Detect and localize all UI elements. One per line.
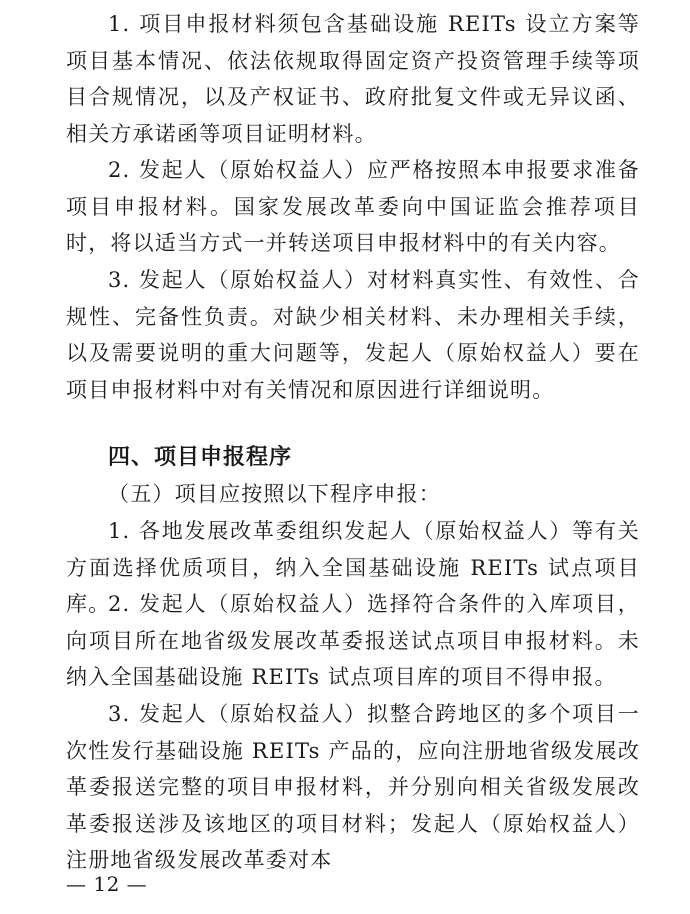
paragraph-5-3: 3. 发起人（原始权益人）拟整合跨地区的多个项目一次性发行基础设施 REITs 产品的，应向注册地省级发展改革委报送完整的项目申报材料，并分别向相关省级发展改革委报送涉及该地区的项目材料；发起人（原始权益人）注册地省级发展改革委对本 (66, 702, 640, 872)
paragraph-5-intro: （五）项目应按照以下程序申报： (108, 482, 441, 506)
paragraph-3: 3. 发起人（原始权益人）对材料真实性、有效性、合规性、完备性负责。对缺少相关材料、未办理相关手续，以及需要说明的重大问题等，发起人（原始权益人）要在项目申报材料中对有关情况和原因进行详细说明。 (66, 268, 640, 402)
paragraph-2: 2. 发起人（原始权益人）应严格按照本申报要求准备项目申报材料。国家发展改革委向中国证监会推荐项目时，将以适当方式一并转送项目申报材料中的有关内容。 (66, 158, 640, 255)
paragraph-5-1: 1. 各地发展改革委组织发起人（原始权益人）等有关方面选择优质项目，纳入全国基础设施 REITs 试点项目库。 (66, 519, 640, 616)
paragraph-5-2: 2. 发起人（原始权益人）选择符合条件的入库项目，向项目所在地省级发展改革委报送试点项目申报材料。未纳入全国基础设施 REITs 试点项目库的项目不得申报。 (66, 592, 640, 689)
paragraph-1: 1. 项目申报材料须包含基础设施 REITs 设立方案等项目基本情况、依法依规取得固定资产投资管理手续等项目合规情况，以及产权证书、政府批复文件或无异议函、相关方承诺函等项目证明材料。 (66, 12, 640, 146)
page-number: — 12 — (66, 872, 148, 896)
section-heading: 四、项目申报程序 (108, 445, 293, 470)
